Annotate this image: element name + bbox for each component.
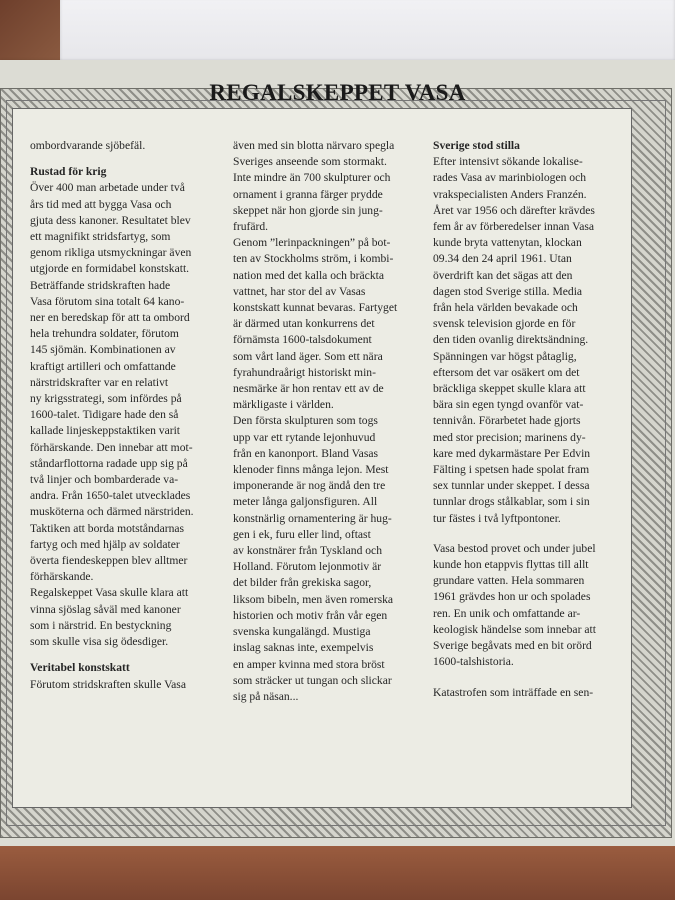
text-line: års tid med att bygga Vasa och [30, 197, 172, 211]
text-line: Efter intensivt sökande lokalise- [433, 155, 583, 169]
text-line: tennivån. Förarbetet hade gjorts [433, 414, 581, 428]
text-line: Taktiken att borda motståndarnas [30, 521, 185, 535]
text-line: keologisk händelse som innebar att [433, 622, 596, 636]
text-line: förnämsta 1600-talsdokument [233, 333, 372, 347]
text-line: svenska kungalängd. Mustiga [233, 625, 371, 639]
text-line: den tiden ovanlig direktsändning. [433, 333, 589, 347]
text-line: bräckliga skeppet skulle klara att [433, 382, 586, 396]
text-line: konstnärlig ornamentering är hug- [233, 511, 392, 525]
text-line: meter långa galjonsfiguren. All [233, 495, 378, 509]
text-line: ner en beredskap för att ta ombord [30, 311, 190, 325]
text-line: två linjer och bombarderade va- [30, 473, 179, 487]
text-line: närstridskrafter var en relativt [30, 375, 169, 389]
text-line: dagen stod Sverige stilla. Media [433, 284, 583, 298]
text-line: tunnlar drogs stålkablar, som i sin [433, 495, 590, 509]
text-line: ett magnifikt stridsfartyg, som [30, 230, 171, 244]
text-line: vrakspecialisten Anders Franzén. [433, 187, 587, 201]
text-line: Beträffande stridskraften hade [30, 278, 171, 292]
text-line: förhärskande. Den innebar att mot- [30, 440, 193, 454]
text-line: fartyg och med hjälp av soldater [30, 537, 180, 551]
text-line: upp var ett rytande lejonhuvud [233, 430, 376, 444]
text-line: ny krigsstrategi, som infördes på [30, 392, 182, 406]
text-line: en amper kvinna med stora bröst [233, 657, 385, 671]
text-line: genom rikliga utsmyckningar även [30, 246, 192, 260]
text-line: skeppet när hon gjorde sin jung- [233, 203, 383, 217]
section-heading: Rustad för krig [30, 165, 107, 179]
text-line: Inte mindre än 700 skulpturer och [233, 171, 391, 185]
text-line: inslag saknas inte, exempelvis [233, 641, 374, 655]
text-line: musköterna och därmed närstriden. [30, 505, 194, 519]
text-line: 1600-talet. Tidigare hade den så [30, 408, 179, 422]
section-heading: Sverige stod stilla [433, 139, 520, 152]
text-line: Förutom stridskraften skulle Vasa [30, 677, 186, 691]
text-line: imponerande är nog ändå den tre [233, 479, 386, 493]
text-line: nation med det kalla och bräckta [233, 268, 384, 282]
text-line: från en kanonport. Bland Vasas [233, 446, 378, 460]
text-line: historien och motiv från vår egen [233, 608, 388, 622]
text-line: av konstnärer från Tyskland och [233, 544, 383, 558]
text-line: Spänningen var högst påtaglig, [433, 349, 577, 363]
text-line: vattnet, har stor del av Vasas [233, 284, 366, 298]
text-line: Genom ”lerinpackningen” på bot- [233, 236, 391, 250]
text-line: kunde hon etappvis flyttas till allt [433, 558, 589, 572]
text-line: överdrift kan det sägas att den [433, 268, 573, 282]
text-line: fem år av förberedelser innan Vasa [433, 220, 595, 234]
page-title: REGALSKEPPET VASA [209, 80, 466, 105]
text-line: ståndarflottorna radade upp sig på [30, 456, 188, 470]
text-line: kare med dykarmästare Per Edvin [433, 446, 591, 460]
text-line: 145 sjömän. Kombinationen av [30, 343, 176, 357]
text-line: som vårt land äger. Som ett nära [233, 349, 383, 363]
section-heading: Veritabel konstskatt [30, 661, 130, 675]
text-line: Katastrofen som inträffade en sen- [433, 685, 594, 699]
text-line: som i närstrid. En bestyckning [30, 618, 172, 632]
text-line: Den första skulpturen som togs [233, 414, 378, 428]
text-line: fyrahundraårigt historiskt min- [233, 365, 376, 379]
text-line: Sverige begåvats med en bit orörd [433, 639, 592, 653]
text-line: nesmärke är hon rentav ett av de [233, 382, 384, 396]
text-line: hela trehundra soldater, förutom [30, 327, 179, 341]
text-line: från hela världen bevakade och [433, 301, 578, 315]
text-line: konstskatt kunnat bevaras. Fartyget [233, 301, 398, 315]
text-line: 09.34 den 24 april 1961. Utan [433, 252, 572, 266]
text-line: ombordvarande sjöbefäl. [30, 139, 146, 152]
text-line: frufärd. [233, 220, 269, 234]
text-column-2 [233, 138, 421, 705]
text-line: är därmed utan konkurrens det [233, 317, 375, 331]
text-line: utgjorde en formidabel konstskatt. [30, 262, 190, 276]
text-line: liksom bibeln, men även romerska [233, 592, 394, 606]
text-line: 1961 grävdes hon ur och spolades [433, 590, 591, 604]
text-line: med stor precision; marinens dy- [433, 430, 586, 444]
table-surface-bottom [0, 846, 675, 900]
text-line: sig på näsan... [233, 689, 299, 703]
text-line: klenoder finns många lejon. Mest [233, 463, 389, 477]
text-line: vinna sjöslag såväl med kanoner [30, 602, 181, 616]
text-line: ten av Stockholms ström, i kombi- [233, 252, 394, 266]
text-line: gjuta dess kanoner. Resultatet blev [30, 213, 191, 227]
text-line: svensk television gjorde en för [433, 317, 576, 331]
text-line: tur fästes i två lyftpontoner. [433, 511, 561, 525]
text-line: Sveriges anseende som stormakt. [233, 155, 387, 169]
text-line: Över 400 man arbetade under två [30, 181, 185, 195]
background-paper [60, 0, 675, 64]
text-line: ornament i granna färger prydde [233, 187, 383, 201]
text-line: som sträcker ut tungan och slickar [233, 673, 392, 687]
text-line: andra. Från 1650-talet utvecklades [30, 489, 191, 503]
text-line: som skulle visa sig ödesdiger. [30, 635, 169, 649]
text-line: Fälting i spetsen hade spolat fram [433, 463, 590, 477]
text-line: kraftigt artilleri och omfattande [30, 359, 176, 373]
text-line: överta fiendeskeppen blev alltmer [30, 554, 188, 568]
text-line: Vasa bestod provet och under jubel [433, 541, 596, 555]
text-line: 1600-talshistoria. [433, 655, 514, 669]
text-line: Vasa förutom sina totalt 64 kano- [30, 294, 185, 308]
text-line: sex tunnlar under skeppet. I dessa [433, 479, 590, 493]
text-line: Regalskeppet Vasa skulle klara att [30, 586, 189, 600]
text-line: förhärskande. [30, 570, 94, 584]
text-line: rades Vasa av marinbiologen och [433, 171, 587, 185]
text-column-3 [433, 138, 621, 701]
text-line: gen i ek, furu eller lind, oftast [233, 527, 371, 541]
text-line: eftersom det var osäkert om det [433, 365, 580, 379]
text-line: kunde bryta vattenytan, klockan [433, 236, 582, 250]
text-line: märkligaste i världen. [233, 398, 334, 412]
text-line: det bilder från grekiska sagor, [233, 576, 372, 590]
text-column-1 [30, 138, 218, 693]
text-line: Holland. Förutom lejonmotiv är [233, 560, 382, 574]
text-line: även med sin blotta närvaro spegla [233, 139, 395, 152]
table-surface [0, 0, 60, 60]
text-line: kallade linjeskeppstaktiken varit [30, 424, 181, 438]
text-line: Året var 1956 och därefter krävdes [433, 203, 595, 217]
text-line: bära sin egen tyngd ovanför vat- [433, 398, 584, 412]
text-line: grundare vatten. Hela sommaren [433, 574, 585, 588]
text-line: ren. En unik och omfattande ar- [433, 606, 581, 620]
